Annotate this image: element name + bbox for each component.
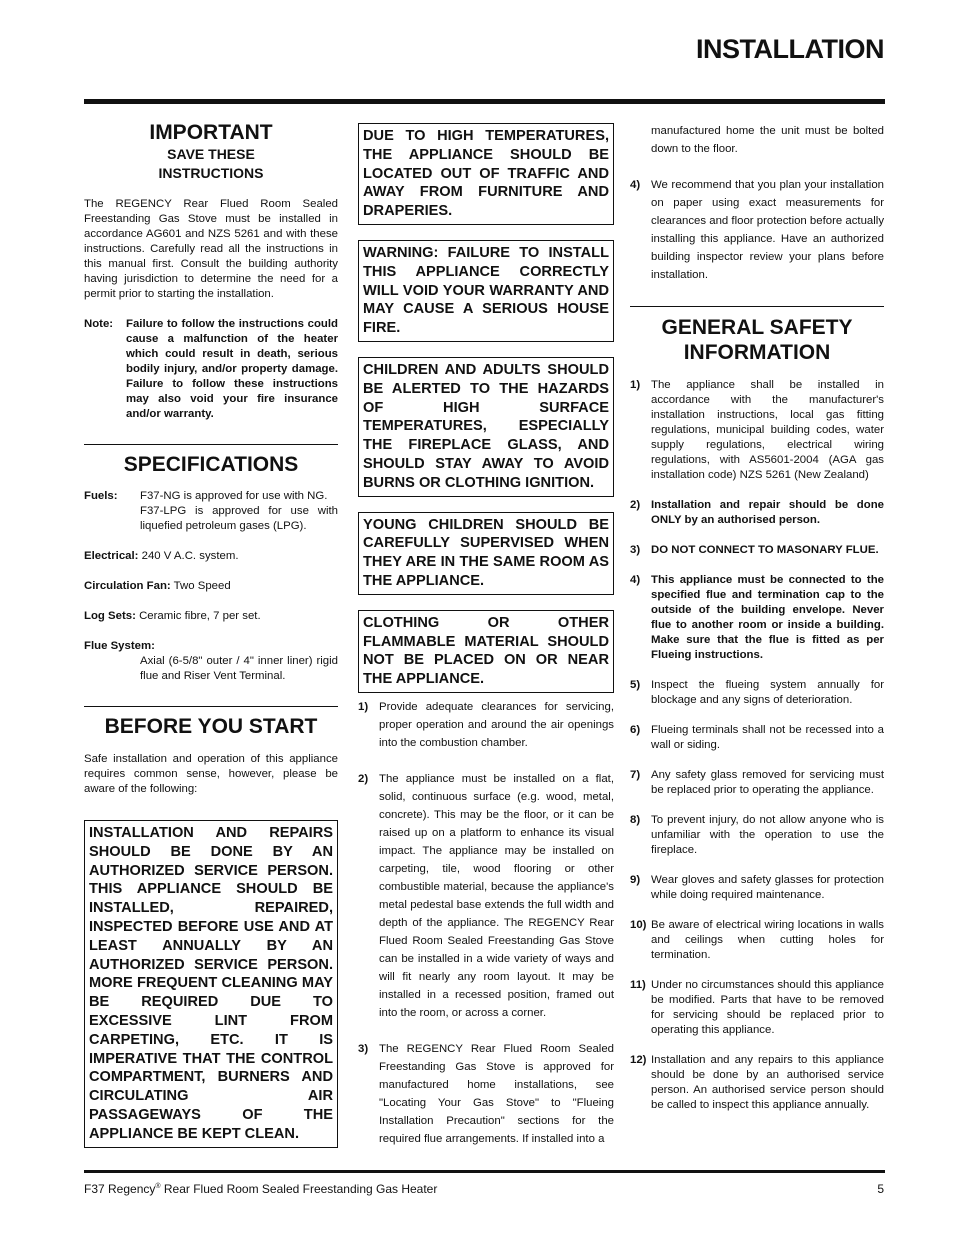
section-divider: [84, 444, 338, 445]
spec-electrical-value: 240 V A.C. system.: [141, 550, 239, 562]
safety-item-text: Flueing terminals shall not be recessed into a wall or siding.: [651, 724, 884, 751]
clothing-warning-box: CLOTHING OR OTHER FLAMMABLE MATERIAL SHOULD NOT BE PLACED ON OR NEAR THE APPLIANCE.: [358, 610, 614, 693]
important-intro: The REGENCY Rear Flued Room Sealed Freestanding Gas Stove must be installed in accordance AG601 and NZS 5261 and with these instructions. Carefully read all the instructions in this manual first. Consult the building authority having jurisdiction to determine the need for a permit prior to starting the installation.: [84, 198, 338, 300]
safety-item: [630, 573, 884, 663]
safety-item-text: DO NOT CONNECT TO MASONARY FLUE.: [651, 544, 879, 556]
step-text: Provide adequate clearances for servicing, proper operation and around the air openings into the combustion chamber.: [379, 700, 614, 749]
list-item: [358, 770, 614, 1022]
spec-fan: [84, 579, 338, 594]
important-subheading-2: INSTRUCTIONS: [158, 165, 264, 181]
safety-item: [630, 1053, 884, 1113]
safety-item-number: 3): [630, 544, 641, 556]
safety-item-number: 2): [630, 499, 641, 511]
important-subheading-1: SAVE THESE: [167, 146, 255, 162]
safety-item-text: This appliance must be connected to the specified flue and termination cap to the outside of the building envelope. Never flue to another room or inside a building. Make sure that the flue is fitted as per Flueing instructions.: [651, 574, 884, 661]
failure-warning-box: WARNING: FAILURE TO INSTALL THIS APPLIANCE CORRECTLY WILL VOID YOUR WARRANTY AND MAY CAUSE A SERIOUS HOUSE FIRE.: [358, 240, 614, 342]
important-note: [84, 317, 338, 422]
children-warning-box: YOUNG CHILDREN SHOULD BE CAREFULLY SUPERVISED WHEN THEY ARE IN THE SAME ROOM AS THE APPLIANCE.: [358, 512, 614, 595]
general-safety-heading-2: INFORMATION: [683, 341, 831, 364]
specifications-heading: SPECIFICATIONS: [123, 453, 299, 476]
safety-item-number: 10): [630, 919, 647, 931]
general-safety-heading-1: GENERAL SAFETY: [661, 316, 853, 339]
spec-electrical-label: Electrical:: [84, 550, 139, 562]
safety-item-text: Wear gloves and safety glasses for protection while doing required maintenance.: [651, 874, 884, 901]
safety-item-number: 12): [630, 1054, 647, 1066]
footer-rule: [84, 1170, 885, 1173]
before-you-start-intro: Safe installation and operation of this appliance requires common sense, however, please be aware of the following:: [84, 753, 338, 795]
left-column: [84, 118, 338, 1148]
safety-item: [630, 978, 884, 1038]
spec-fuels-ng: F37-NG is approved for use with NG.: [140, 490, 328, 502]
before-you-start-heading: BEFORE YOU START: [104, 715, 318, 738]
safety-item-text: Any safety glass removed for servicing must be replaced prior to operating the appliance.: [651, 769, 884, 796]
spec-electrical: [84, 549, 338, 564]
hazard-warning-box: CHILDREN AND ADULTS SHOULD BE ALERTED TO THE HAZARDS OF HIGH SURFACE TEMPERATURES, ESPECIALLY THE FIREPLACE GLASS, AND SHOULD STAY AWAY TO AVOID BURNS OR CLOTHING IGNITION.: [358, 357, 614, 497]
spec-flue-value: Axial (6-5/8" outer / 4" inner liner) rigid flue and Riser Vent Terminal.: [140, 655, 338, 682]
spec-flue-label: Flue System:: [84, 640, 155, 652]
step-number: [630, 122, 651, 158]
service-warning-box: INSTALLATION AND REPAIRS SHOULD BE DONE BY AN AUTHORIZED SERVICE PERSON. THIS APPLIANCE SHOULD BE INSTALLED, REPAIRED, INSPECTED BEFORE USE AND AT LEAST ANNUALLY BY AN AUTHORIZED SERVICE PERSON. MORE FREQUENT CLEANING MAY BE REQUIRED DUE TO EXCESSIVE LINT FROM CARPETING, ETC. IT IS IMPERATIVE THAT THE CONTROL COMPARTMENT, BURNERS AND CIRCULATING AIR PASSAGEWAYS OF THE APPLIANCE BE KEPT CLEAN.: [84, 820, 338, 1148]
right-column: [630, 122, 884, 1113]
footer-title: [84, 1182, 437, 1196]
important-heading: IMPORTANT: [149, 121, 273, 144]
spec-fuels-label: Fuels:: [84, 490, 118, 502]
safety-item-text: Under no circumstances should this appliance be modified. Parts that have to be removed for servicing should be replaced prior to operating this appliance.: [651, 979, 884, 1036]
safety-item-text: Be aware of electrical wiring locations in walls and ceilings when cutting holes for termination.: [651, 919, 884, 961]
safety-item-text: To prevent injury, do not allow anyone who is unfamiliar with the operation to use the fireplace.: [651, 814, 884, 856]
step-text: The REGENCY Rear Flued Room Sealed Freestanding Gas Stove is approved for manufactured home installations, see "Locating Your Gas Stove" to "Flueing Installation Precaution" sections for the required flue arrangements. If installed into a: [379, 1042, 614, 1145]
note-text: Failure to follow the instructions could cause a malfunction of the heater which could result in death, serious bodily injury, and/or property damage. Failure to follow these instructions may also void your fire insurance and/or warranty.: [126, 318, 338, 420]
footer-description: Rear Flued Room Sealed Freestanding Gas Heater: [160, 1182, 438, 1196]
safety-item: [630, 678, 884, 708]
safety-item: [630, 723, 884, 753]
list-item-continued: [630, 122, 884, 158]
step-number: 2): [358, 772, 369, 785]
step-text: The appliance must be installed on a flat, solid, continuous surface (e.g. wood, metal, concrete). This may be the floor, or it can be raised up on a platform to enhance its visual impact. The appliance may be installed on carpeting, tile, wood flooring or other combustible material, because the appliance's metal pedestal base extends the full width and depth of the appliance. The REGENCY Rear Flued Room Sealed Freestanding Gas Stove can be installed in a wide variety of ways and will fit nearly any room layout. It may be installed in a recessed position, framed out into the room, or across a corner.: [379, 772, 614, 1019]
step-number: 3): [358, 1042, 369, 1055]
step-text: manufactured home the unit must be bolted down to the floor.: [651, 125, 884, 155]
list-item: [358, 1040, 614, 1148]
safety-item: [630, 768, 884, 798]
safety-item-text: Inspect the flueing system annually for blockage and any signs of deterioration.: [651, 679, 884, 706]
safety-item-number: 9): [630, 874, 641, 886]
section-divider: [630, 306, 884, 307]
step-text: We recommend that you plan your installation on paper using exact measurements for clearances and floor protection before actually installing this appliance. Have an authorized building inspector review your plans before installation.: [651, 179, 885, 281]
safety-item-number: 8): [630, 814, 641, 826]
step-number: 4): [630, 179, 641, 191]
general-safety-list: [630, 378, 884, 1113]
safety-item-number: 4): [630, 574, 641, 586]
safety-item-text: The appliance shall be installed in accordance with the manufacturer's installation instructions, local gas fitting regulations, municipal building codes, water supply regulations, electrical wiring regulations, with AS5601-2004 (AGA gas installation code) NZS 5261 (New Zealand): [651, 379, 884, 481]
list-item: [630, 176, 884, 284]
step-number: 1): [358, 700, 369, 713]
section-divider: [84, 706, 338, 707]
footer-brand: F37 Regency: [84, 1182, 156, 1196]
safety-item-text: Installation and repair should be done ONLY by an authorised person.: [651, 499, 884, 526]
note-label: Note:: [84, 318, 114, 330]
spec-logs: [84, 609, 338, 624]
spec-fan-label: Circulation Fan:: [84, 580, 171, 592]
safety-item-number: 6): [630, 724, 641, 736]
spec-logs-label: Log Sets:: [84, 610, 136, 622]
spec-fuels-lpg: F37-LPG is approved for use with liquefied petroleum gases (LPG).: [140, 505, 338, 532]
safety-item-number: 7): [630, 769, 641, 781]
registered-mark: ®: [155, 1183, 161, 1190]
page-number: 5: [877, 1182, 884, 1196]
safety-item: [630, 378, 884, 483]
header-rule: [84, 99, 885, 104]
safety-item-text: Installation and any repairs to this appliance should be done by an authorised service person. An authorised service person should be called to inspect this appliance annually.: [651, 1054, 884, 1111]
safety-item: [630, 813, 884, 858]
safety-item-number: 11): [630, 979, 646, 991]
safety-item-number: 1): [630, 379, 641, 391]
list-item: [358, 698, 614, 752]
safety-item: [630, 873, 884, 903]
safety-item-number: 5): [630, 679, 641, 691]
middle-column: [358, 123, 614, 1148]
temperature-warning-box: DUE TO HIGH TEMPERATURES, THE APPLIANCE SHOULD BE LOCATED OUT OF TRAFFIC AND AWAY FROM FURNITURE AND DRAPERIES.: [358, 123, 614, 225]
page-title: INSTALLATION: [696, 34, 884, 64]
spec-fan-value: Two Speed: [173, 580, 231, 592]
safety-item: [630, 498, 884, 528]
safety-item: [630, 918, 884, 963]
spec-logs-value: Ceramic fibre, 7 per set.: [139, 610, 261, 622]
spec-fuels: [84, 489, 338, 534]
safety-item: [630, 543, 884, 558]
